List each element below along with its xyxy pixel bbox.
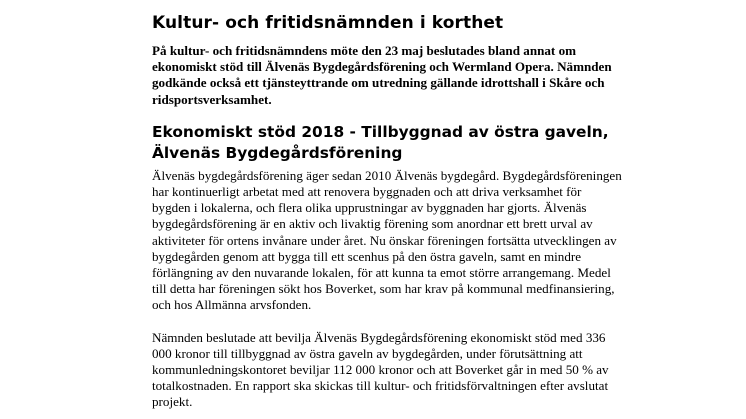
body-paragraph-1: Älvenäs bygdegårdsförening äger sedan 2010 Älvenäs bygdegård. Bygdegårdsföreningen har kontinuerligt arbetat med att renovera byggnaden och att driva verksamhet för bygden i lokalerna, och flera olika upprustningar av byggnaden har gjorts. Älvenäs bygdegårdsförening är en aktiv och livaktig förening som anordnar ett brett urval av aktiviteter för ortens invånare under året. Nu önskar föreningen fortsätta utvecklingen av bygdegården genom att bygga till ett scenhus på den östra gaveln, samt en mindre förlängning av den nuvarande lokalen, för att kunna ta emot större arrangemang. Medel till detta har föreningen sökt hos Boverket, som har krav på kommunal medfinansiering, och hos Allmänna arvsfonden. [152,167,622,313]
document-page [152,12,622,411]
document-title: Kultur- och fritidsnämnden i korthet [152,13,504,33]
body-paragraph-2: Nämnden beslutade att bevilja Älvenäs Bygdegårdsförening ekonomiskt stöd med 336 000 kronor till tillbyggnad av östra gaveln av bygdegården, under förutsättning att kommunledningskontoret beviljar 112 000 kronor och att Boverket går in med 50 % av totalkostnaden. En rapport ska skickas till kultur- och fritidsförvaltningen efter avslutat projekt. [152,329,609,410]
lead-paragraph: På kultur- och fritidsnämndens möte den 23 maj beslutades bland annat om ekonomiskt stöd till Älvenäs Bygdegårdsförening och Wermland Opera. Nämnden godkände också ett tjänsteyttrande om utredning gällande idrottshall i Skåre och ridsportsverksamhet. [152,43,612,107]
section-heading: Ekonomiskt stöd 2018 - Tillbyggnad av östra gaveln, Älvenäs Bygdegårdsförening [152,122,609,163]
